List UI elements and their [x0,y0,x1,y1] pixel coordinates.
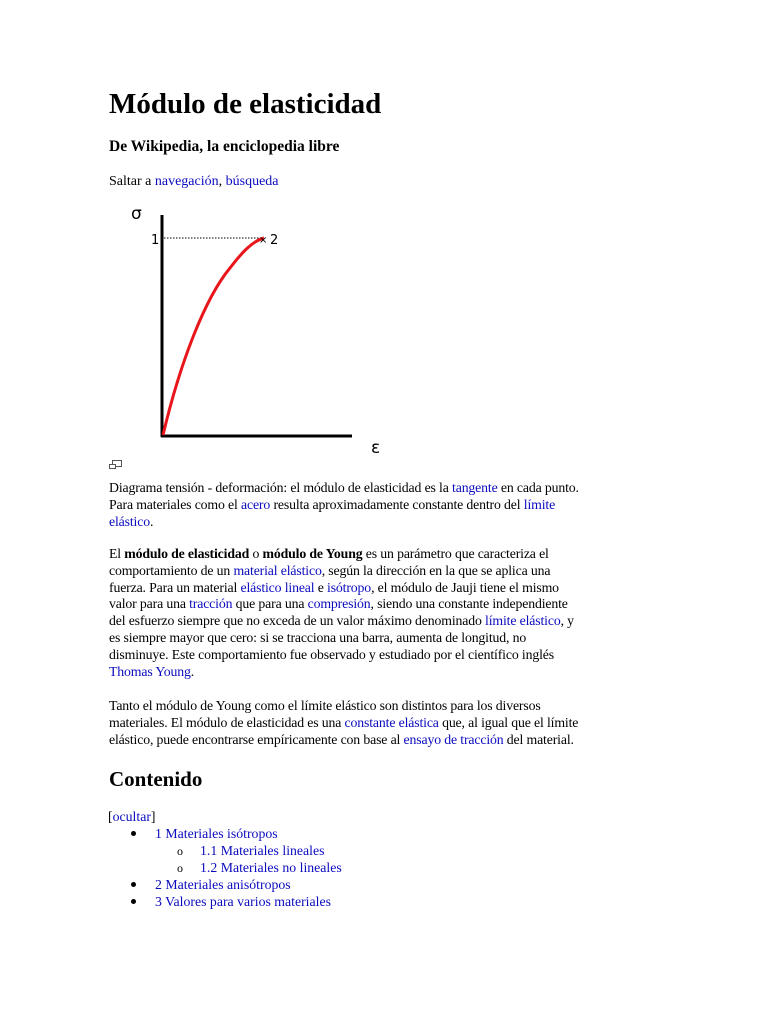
link-limite-elastico-caption[interactable]: límite [523,496,556,512]
point-label: 2 [270,233,279,248]
jump-separator: , [218,174,226,189]
link-limite-elastico-caption-cont[interactable]: elástico [109,513,150,529]
link-elastico-lineal[interactable]: elástico lineal [240,579,315,595]
enlarge-icon[interactable] [109,460,123,470]
page-title: Módulo de elasticidad [109,88,382,120]
link-tangente[interactable]: tangente [452,480,498,495]
toc-sub-marker: o [177,861,183,875]
intro-paragraph: El módulo de elasticidad o módulo de Young es un parámetro que caracteriza el comportamiento de un material elástico, según la dirección en la que se aplica una fuerza. Para un material elástico lineal e isótropo, el módulo de Jauji tiene el mismo valor para una tracción que para una compresión, siendo una constante independiente del esfuerzo siempre que no exceda de un valor máximo denominado límite elástico, y es siempre mayor que cero: si se tracciona una barra, aumenta de longitud, no disminuye. Este comportamiento fue observado y estudiado por el científico inglés Thomas Young. [109,546,574,679]
navigation-link[interactable]: navegación [154,174,219,189]
second-paragraph: Tanto el módulo de Young como el límite elástico son distintos para los diversos materiales. El módulo de elasticidad es una constante elástica que, al igual que el límite elástico, puede encontrarse empíricamente con base al ensayo de tracción del material. [109,698,579,747]
link-material-elastico[interactable]: material elástico [233,562,322,578]
toc-item-3[interactable]: 3 Valores para varios materiales [155,894,331,909]
term-modulo-young: módulo de Young [262,546,363,561]
figure-caption: Diagrama tensión - deformación: el módulo de elasticidad es la tangente en cada punto. Para materiales como el acero resulta aproximadamente constante dentro del límite elástico. [109,480,579,529]
link-traccion[interactable]: tracción [189,596,233,612]
toc-bullet [131,831,136,836]
stress-strain-diagram [125,203,395,458]
link-acero[interactable]: acero [241,496,271,512]
point-marker: × [259,235,268,246]
toc-item-1-2[interactable]: 1.2 Materiales no lineales [200,860,342,875]
toc-toggle: [ocultar] [108,809,156,824]
toc-item-1-1[interactable]: 1.1 Materiales lineales [200,843,325,858]
link-thomas-young[interactable]: Thomas Young [109,663,191,679]
toc-bullet [131,882,136,887]
toc-item-1[interactable]: 1 Materiales isótropos [155,826,278,841]
y-tick-label: 1 [151,233,160,248]
link-ensayo-traccion[interactable]: ensayo de tracción [403,731,504,747]
toc-item-2[interactable]: 2 Materiales anisótropos [155,877,291,892]
search-link[interactable]: búsqueda [225,174,279,189]
link-compresion[interactable]: compresión [307,596,371,612]
toc-hide-link[interactable]: ocultar [112,809,151,824]
link-constante-elastica[interactable]: constante elástica [344,714,439,730]
link-limite-elastico[interactable]: límite elástico [485,613,561,629]
toc-heading: Contenido [109,767,203,791]
x-axis-label: ε [371,438,381,458]
y-axis-label: σ [131,204,142,224]
jump-prefix: Saltar a [109,174,155,189]
toc-bullet [131,899,136,904]
toc-sub-marker: o [177,844,183,858]
link-isotropo[interactable]: isótropo [327,579,372,595]
jump-links [109,173,279,191]
stress-strain-curve [163,238,264,435]
site-subtitle: De Wikipedia, la enciclopedia libre [109,138,340,155]
term-modulo-elasticidad: módulo de elasticidad [124,546,250,561]
